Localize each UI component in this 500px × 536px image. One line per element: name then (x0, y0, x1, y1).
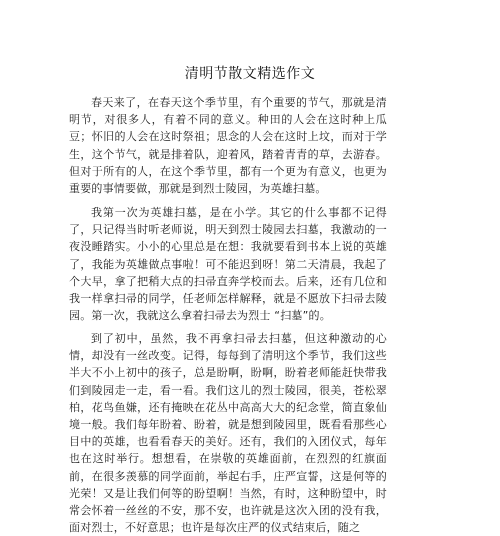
document-title: 清明节散文精选作文 (184, 66, 316, 82)
paragraph-2: 我第一次为英雄扫墓，是在小学。其它的什么事都不记得了，只记得当时听老师说，明天到烈士陵园去扫墓，我激动的一夜没睡踏实。小小的心里总是在想：我就要看到书本上说的英雄了，我能为英雄做点事啦！可不能迟到呀！第二天清晨，我起了个大早，拿了把稍大点的扫帚直奔学校而去。后来，还有几位和我一样拿扫帚的同学，任老师怎样解释，就是不愿放下扫帚去陵园。第一次，我就这么拿着扫帚去为烈士 “扫墓”的。 (69, 206, 387, 323)
paragraph-1: 春天来了，在春天这个季节里，有个重要的节气，那就是清明节，对很多人，有着不同的意义。种田的人会在这时种上瓜豆；怀旧的人会在这时祭祖；思念的人会在这时上坟，而对于学生，这个节气，就是排着队，迎着风，踏着青青的草，去游春。但对于所有的人，在这个季节里，都有一个更为有意义，也更为重要的事情要做，那就是到烈士陵园，为英雄扫墓。 (69, 96, 387, 196)
paragraph-3: 到了初中，虽然，我不再拿扫帚去扫墓，但这种激动的心情，却没有一丝改变。记得，每每到了清明这个季节，我们这些半大不小上初中的孩子，总是盼啊，盼啊，盼着老师能赶快带我们到陵园走一走，看一看。我们这儿的烈士陵园，很美，苍松翠柏，花鸟鱼嫌，还有掩映在花丛中高高大大的纪念堂，简直象仙境一般。我们每年盼着、盼着，就是想到陵园里，既看看那些心目中的英雄，也看看春天的美好。还有，我们的入团仪式，每年也在这时举行。想想看，在崇敬的英雄面前，在烈烈的红旗面前，在很多羡慕的同学面前，举起右手，庄严宣誓，这是何等的光荣！又是让我们何等的盼望啊！当然，有时，这种盼望中，时常会怀着一丝丝的不安，那不安，也许就是这次入团的没有我，面对烈士，不好意思；也许是每次庄严的仪式结束后，随之 (69, 332, 387, 535)
